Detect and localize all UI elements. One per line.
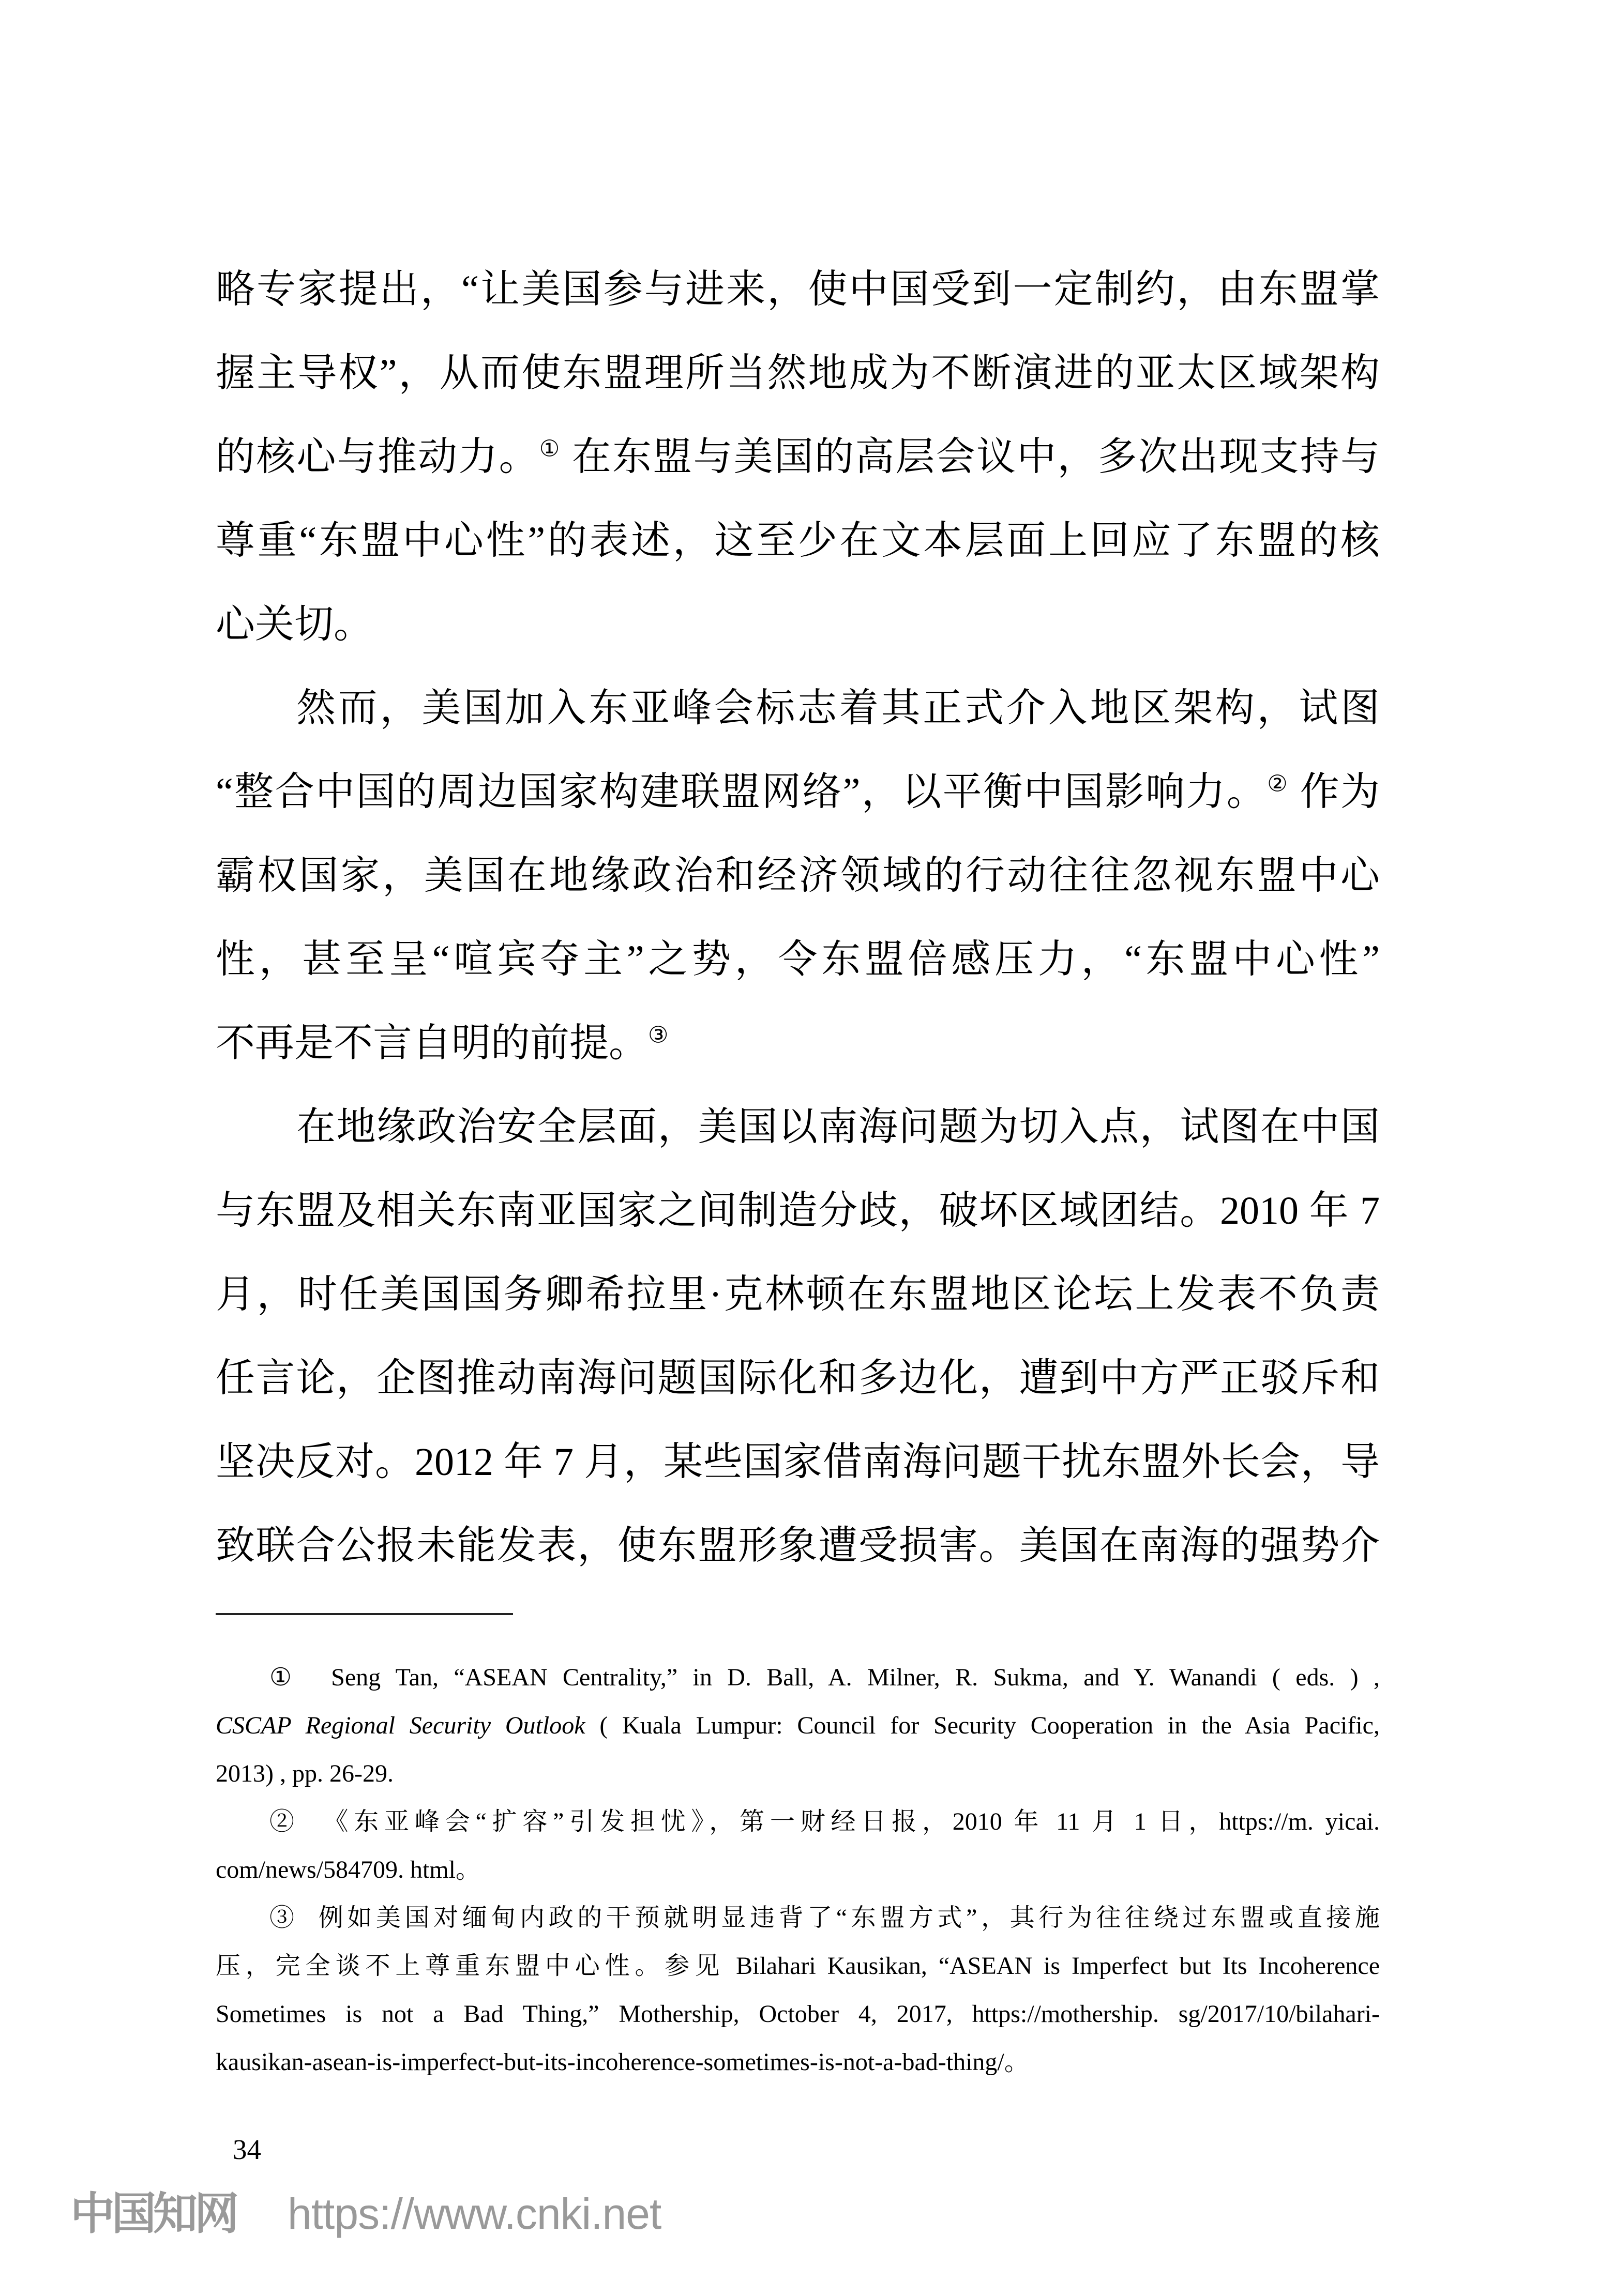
footnote-marker: ② [1267, 771, 1289, 797]
text-segment: ② 《东亚峰会“扩容”引发担忧》，第一财经日报，2010 年 11 月 1 日，https://m. yicai. [269, 1808, 1380, 1835]
body-text-line [216, 1001, 1380, 1085]
footnote-line [216, 1894, 1380, 1942]
text-segment: ① Seng Tan, “ASEAN Centrality,” in D. Ball, A. Milner, R. Sukma, and Y. Wanandi ( eds. ) , [269, 1664, 1380, 1691]
footnotes [216, 1653, 1380, 2086]
body-text-line [216, 583, 1380, 666]
body-text-line [216, 1085, 1380, 1169]
text-segment: 心关切。 [216, 603, 373, 646]
body-text-line [216, 415, 1380, 499]
text-segment: “整合中国的周边国家构建联盟网络”，以平衡中国影响力。 [216, 770, 1268, 814]
text-segment: 握主导权”，从而使东盟理所当然地成为不断演进的亚太区域架构 [216, 352, 1380, 395]
footnote-line [216, 1701, 1380, 1750]
text-segment: 压，完全谈不上尊重东盟中心性。参见 Bilahari Kausikan, “ASEAN is Imperfect but Its Incoherence [216, 1952, 1380, 1980]
page-number: 34 [233, 2134, 261, 2165]
text-segment: 的核心与推动力。 [216, 435, 539, 479]
body-text-line [216, 1253, 1380, 1336]
body-text-line [216, 918, 1380, 1001]
footnote-line [216, 1990, 1380, 2038]
text-segment: Sometimes is not a Bad Thing,” Mothership, October 4, 2017, https://mothership. sg/2017/10/bilahari- [216, 2000, 1380, 2028]
text-segment: 性，甚至呈“喧宾夺主”之势，令东盟倍感压力，“东盟中心性” [216, 938, 1380, 981]
text-segment: 2013) , pp. 26-29. [216, 1760, 394, 1787]
footnote-line [216, 1750, 1380, 1798]
text-segment: 在地缘政治安全层面，美国以南海问题为切入点，试图在中国 [296, 1105, 1380, 1149]
body-text-line [216, 331, 1380, 415]
text-segment: 作为 [1289, 770, 1380, 814]
text-segment: ③ 例如美国对缅甸内政的干预就明显违背了“东盟方式”，其行为往往绕过东盟或直接施 [269, 1904, 1380, 1932]
text-segment: 霸权国家，美国在地缘政治和经济领域的行动往往忽视东盟中心 [216, 854, 1380, 898]
text-segment: com/news/584709. html。 [216, 1856, 480, 1883]
body-text-line [216, 1336, 1380, 1420]
body-text-line [216, 834, 1380, 918]
text-segment: 坚决反对。2012 年 7 月，某些国家借南海问题干扰东盟外长会，导 [216, 1440, 1380, 1484]
footnote-line [216, 1653, 1380, 1701]
body-text-line [216, 750, 1380, 834]
footnote-marker: ③ [648, 1022, 669, 1048]
text-segment: 然而，美国加入东亚峰会标志着其正式介入地区架构，试图 [296, 687, 1380, 730]
footnote-line [216, 1846, 1380, 1894]
body-text-line [216, 666, 1380, 750]
watermark-url: https://www.cnki.net [288, 2189, 661, 2238]
text-segment: 略专家提出，“让美国参与进来，使中国受到一定制约，由东盟掌 [216, 268, 1380, 311]
footnote-separator-rule [216, 1613, 513, 1615]
text-segment: CSCAP Regional Security Outlook [216, 1712, 585, 1739]
footnote-line [216, 1798, 1380, 1846]
text-segment: 月，时任美国国务卿希拉里·克林顿在东盟地区论坛上发表不负责 [216, 1273, 1380, 1316]
text-segment: 在东盟与美国的高层会议中，多次出现支持与 [561, 435, 1380, 479]
text-segment: 致联合公报未能发表，使东盟形象遭受损害。美国在南海的强势介 [216, 1524, 1380, 1568]
text-segment: 尊重“东盟中心性”的表述，这至少在文本层面上回应了东盟的核 [216, 519, 1380, 562]
body-text-line [216, 499, 1380, 583]
footnote-line [216, 1942, 1380, 1990]
body-text-line [216, 1169, 1380, 1253]
watermark [70, 2189, 661, 2239]
footnote-marker: ① [539, 436, 561, 462]
text-segment: 任言论，企图推动南海问题国际化和多边化，遭到中方严正驳斥和 [216, 1357, 1380, 1400]
body-text-line [216, 1504, 1380, 1588]
watermark-brand: 中国知网 [70, 2189, 236, 2239]
text-segment: 不再是不言自明的前提。 [216, 1022, 648, 1065]
text-segment: ( Kuala Lumpur: Council for Security Cooperation in the Asia Pacific, [585, 1712, 1380, 1739]
text-segment: 与东盟及相关东南亚国家之间制造分歧，破坏区域团结。2010 年 7 [216, 1189, 1380, 1233]
body-text [216, 248, 1380, 1588]
body-text-line [216, 248, 1380, 331]
footnote-line [216, 2038, 1380, 2086]
body-text-line [216, 1420, 1380, 1504]
text-segment: kausikan-asean-is-imperfect-but-its-incoherence-sometimes-is-not-a-bad-thing/。 [216, 2048, 1029, 2076]
